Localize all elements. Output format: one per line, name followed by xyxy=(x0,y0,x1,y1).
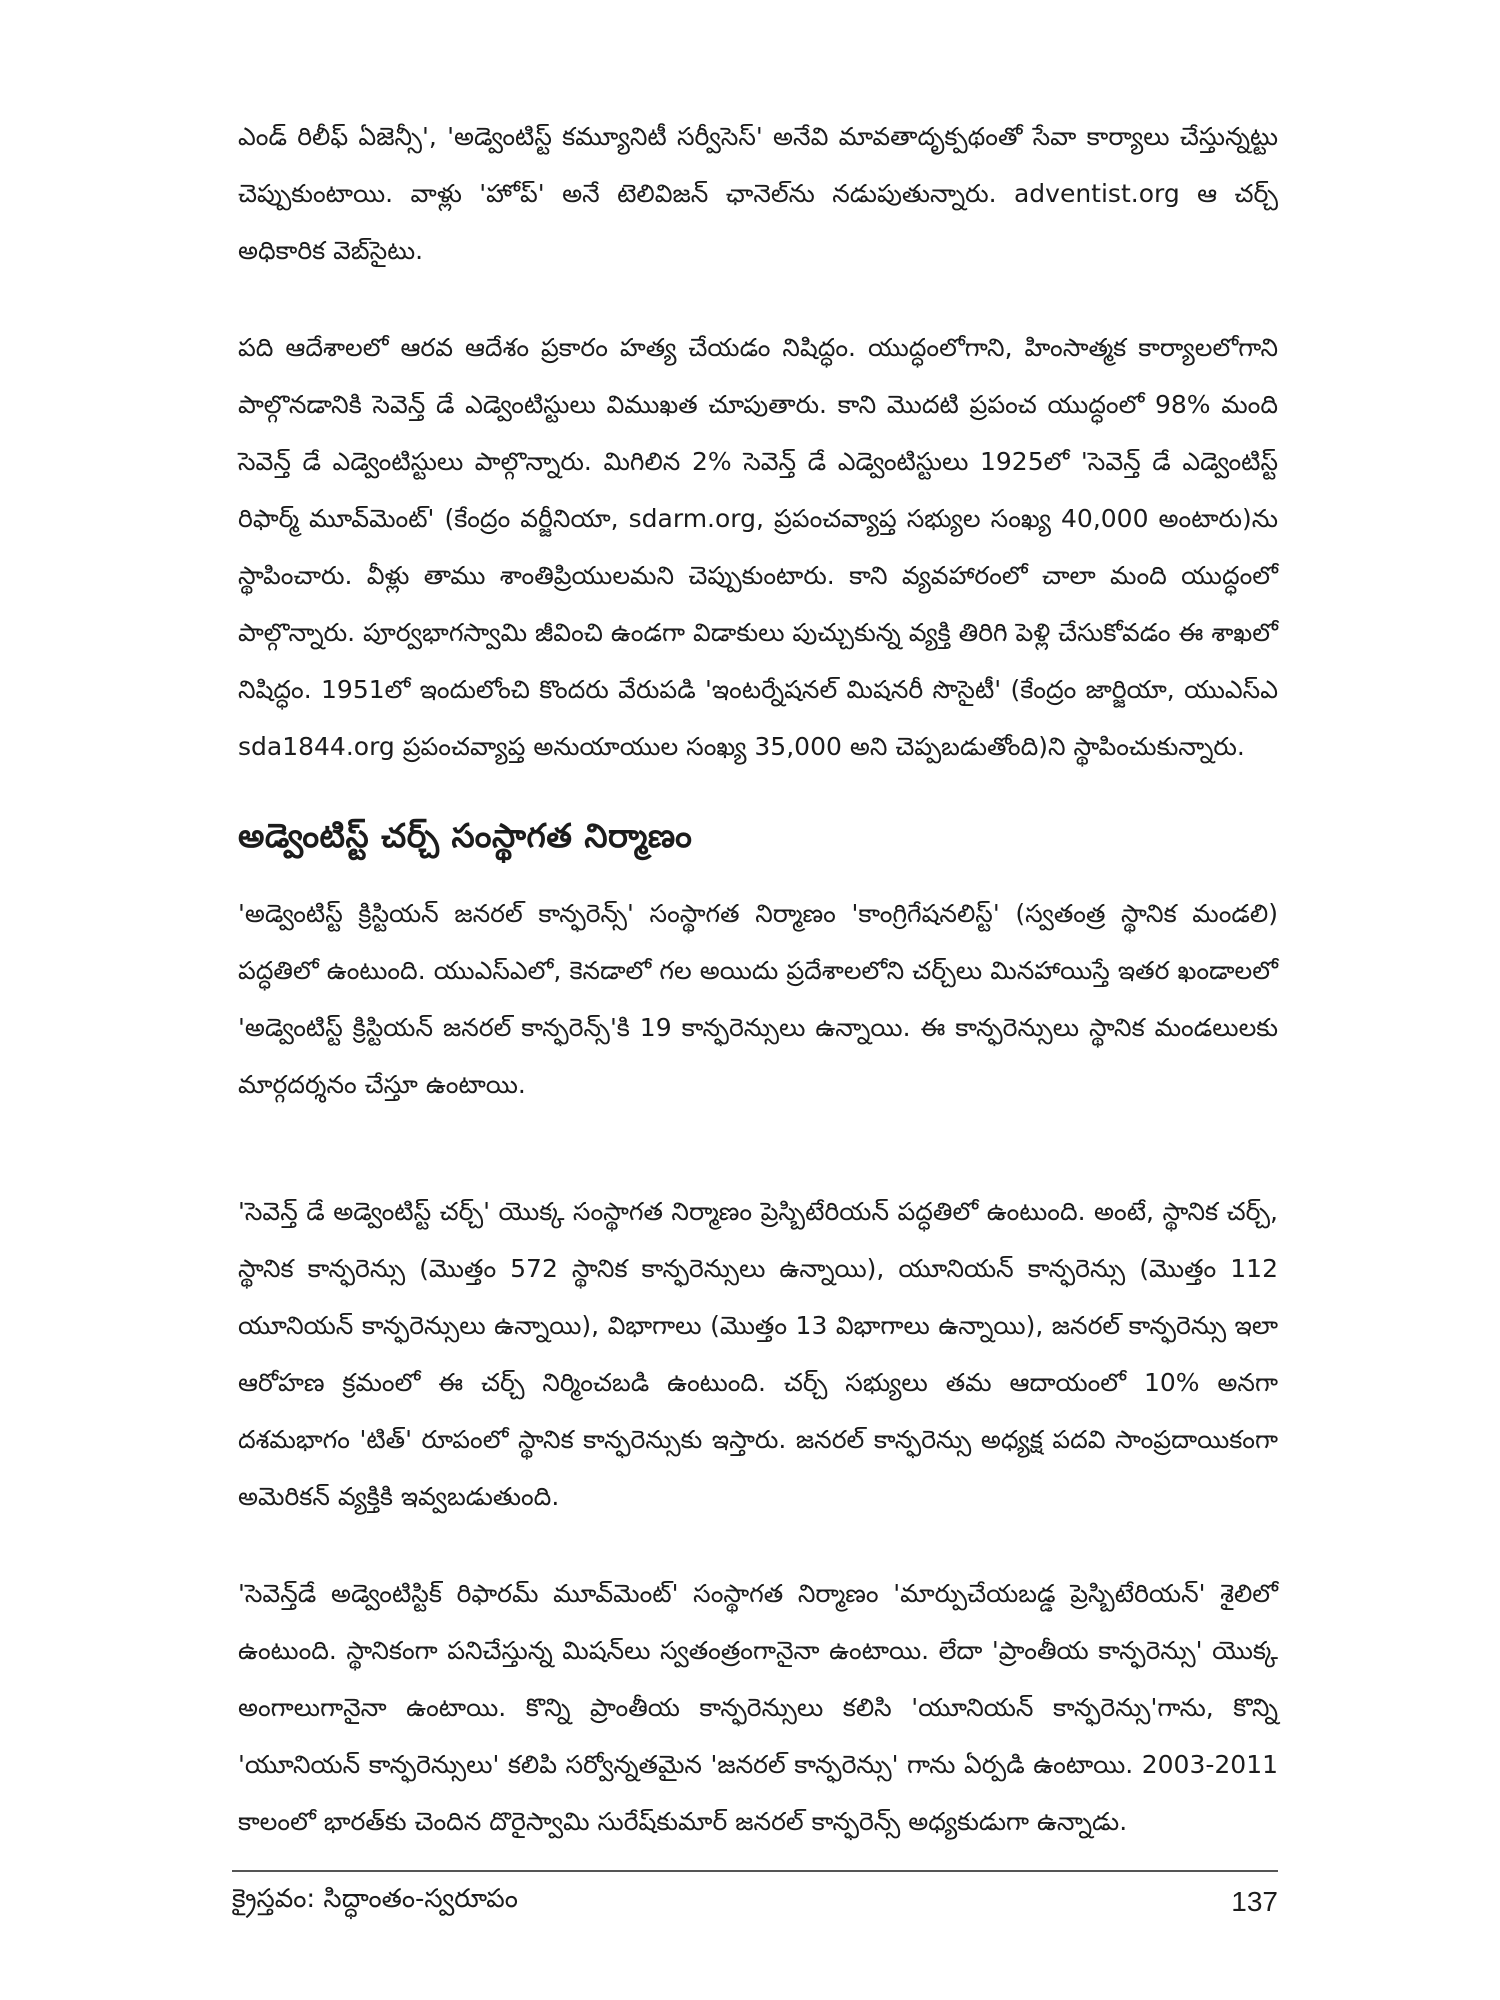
page-footer xyxy=(232,1882,1278,1922)
paragraph-reform-movement: 'సెవెన్త్‌డే అడ్వెంటిస్టిక్ రిఫారమ్ మూవ్‌మెంట్' సంస్థాగత నిర్మాణం 'మార్పుచేయబడ్డ ప్రెస్బిటేరియన్' శైలిలో ఉంటుంది. స్థానికంగా పనిచేస్తున్న మిషన్‌లు స్వతంత్రంగానైనా ఉంటాయి. లేదా 'ప్రాంతీయ కాన్ఫరెన్సు' యొక్క అంగాలుగానైనా ఉంటాయి. కొన్ని ప్రాంతీయ కాన్ఫరెన్సులు కలిసి 'యూనియన్ కాన్ఫరెన్సు'గాను, కొన్ని 'యూనియన్ కాన్ఫరెన్సులు' కలిపి సర్వోన్నతమైన 'జనరల్ కాన్ఫరెన్సు' గాను ఏర్పడి ఉంటాయి. 2003-2011 కాలంలో భారత్‌కు చెందిన దొరైస్వామి సురేష్‌కుమార్ జనరల్ కాన్ఫరెన్స్ అధ్యకుడుగా ఉన్నాడు. xyxy=(238,1579,1278,1836)
paragraph-relief-agency: ఎండ్ రిలీఫ్ ఏజెన్సీ', 'అడ్వెంటిస్ట్ కమ్యూనిటీ సర్వీసెస్' అనేవి మావతాదృక్పథంతో సేవా కార్యాలు చేస్తున్నట్టు చెప్పుకుంటాయి. వాళ్లు 'హోప్' అనే టెలివిజన్ ఛానెల్‌ను నడుపుతున్నారు. adventist.org ఆ చర్చ్ అధికారిక వెబ్‌సైటు. xyxy=(238,122,1278,265)
footer-book-title: క్రైస్తవం: సిద్ధాంతం-స్వరూపం xyxy=(232,1884,518,1914)
section-heading: అడ్వెంటిస్ట్ చర్చ్ సంస్థాగత నిర్మాణం xyxy=(238,816,693,855)
paragraph-seventh-day-structure: 'సెవెన్త్ డే అడ్వెంటిస్ట్ చర్చ్' యొక్క సంస్థాగత నిర్మాణం ప్రెస్బిటేరియన్ పద్ధతిలో ఉంటుంది. అంటే, స్థానిక చర్చ్, స్థానిక కాన్ఫరెన్సు (మొత్తం 572 స్థానిక కాన్ఫరెన్సులు ఉన్నాయి), యూనియన్ కాన్ఫరెన్సు (మొత్తం 112 యూనియన్ కాన్ఫరెన్సులు ఉన్నాయి), విభాగాలు (మొత్తం 13 విభాగాలు ఉన్నాయి), జనరల్ కాన్ఫరెన్సు ఇలా ఆరోహణ క్రమంలో ఈ చర్చ్ నిర్మించబడి ఉంటుంది. చర్చ్ సభ్యులు తమ ఆదాయంలో 10% అనగా దశమభాగం 'టిత్' రూపంలో స్థానిక కాన్ఫరెన్సుకు ఇస్తారు. జనరల్ కాన్ఫరెన్సు అధ్యక్ష పదవి సాంప్రదాయికంగా అమెరికన్ వ్యక్తికి ఇవ్వబడుతుంది. xyxy=(238,1197,1278,1511)
footer-divider xyxy=(232,1870,1278,1872)
page-body xyxy=(238,108,1278,1850)
page-number: 137 xyxy=(1231,1886,1278,1917)
paragraph-general-conference: 'అడ్వెంటిస్ట్ క్రిస్టియన్ జనరల్ కాన్ఫరెన్స్' సంస్థాగత నిర్మాణం 'కాంగ్రిగేషనలిస్ట్' (స్వతంత్ర స్థానిక మండలి) పద్ధతిలో ఉంటుంది. యుఎస్ఎలో, కెనడాలో గల అయిదు ప్రదేశాలలోని చర్చ్‌లు మినహాయిస్తే ఇతర ఖండాలలో 'అడ్వెంటిస్ట్ క్రిస్టియన్ జనరల్ కాన్ఫరెన్స్'కి 19 కాన్ఫరెన్సులు ఉన్నాయి. ఈ కాన్ఫరెన్సులు స్థానిక మండలులకు మార్గదర్శనం చేస్తూ ఉంటాయి. xyxy=(238,899,1278,1099)
paragraph-sixth-commandment: పది ఆదేశాలలో ఆరవ ఆదేశం ప్రకారం హత్య చేయడం నిషిద్ధం. యుద్ధంలోగాని, హింసాత్మక కార్యాలలోగాని పాల్గొనడానికి సెవెన్త్ డే ఎడ్వెంటిస్టులు విముఖత చూపుతారు. కాని మొదటి ప్రపంచ యుద్ధంలో 98% మంది సెవెన్త్ డే ఎడ్వెంటిస్టులు పాల్గొన్నారు. మిగిలిన 2% సెవెన్త్ డే ఎడ్వెంటిస్టులు 1925లో 'సెవెన్త్ డే ఎడ్వెంటిస్ట్ రిఫార్మ్ మూవ్‌మెంట్' (కేంద్రం వర్జీనియా, sdarm.org, ప్రపంచవ్యాప్త సభ్యుల సంఖ్య 40,000 అంటారు)ను స్థాపించారు. వీళ్లు తాము శాంతిప్రియులమని చెప్పుకుంటారు. కాని వ్యవహారంలో చాలా మంది యుద్ధంలో పాల్గొన్నారు. పూర్వభాగస్వామి జీవించి ఉండగా విడాకులు పుచ్చుకున్న వ్యక్తి తిరిగి పెళ్లి చేసుకోవడం ఈ శాఖలో నిషిద్ధం. 1951లో ఇందులోంచి కొందరు వేరుపడి 'ఇంటర్నేషనల్ మిషనరీ సొసైటీ' (కేంద్రం జార్జియా, యుఎస్ఎ sda1844.org ప్రపంచవ్యాప్త అనుయాయుల సంఖ్య 35,000 అని చెప్పబడుతోంది)ని స్థాపించుకున్నారు. xyxy=(238,333,1278,761)
